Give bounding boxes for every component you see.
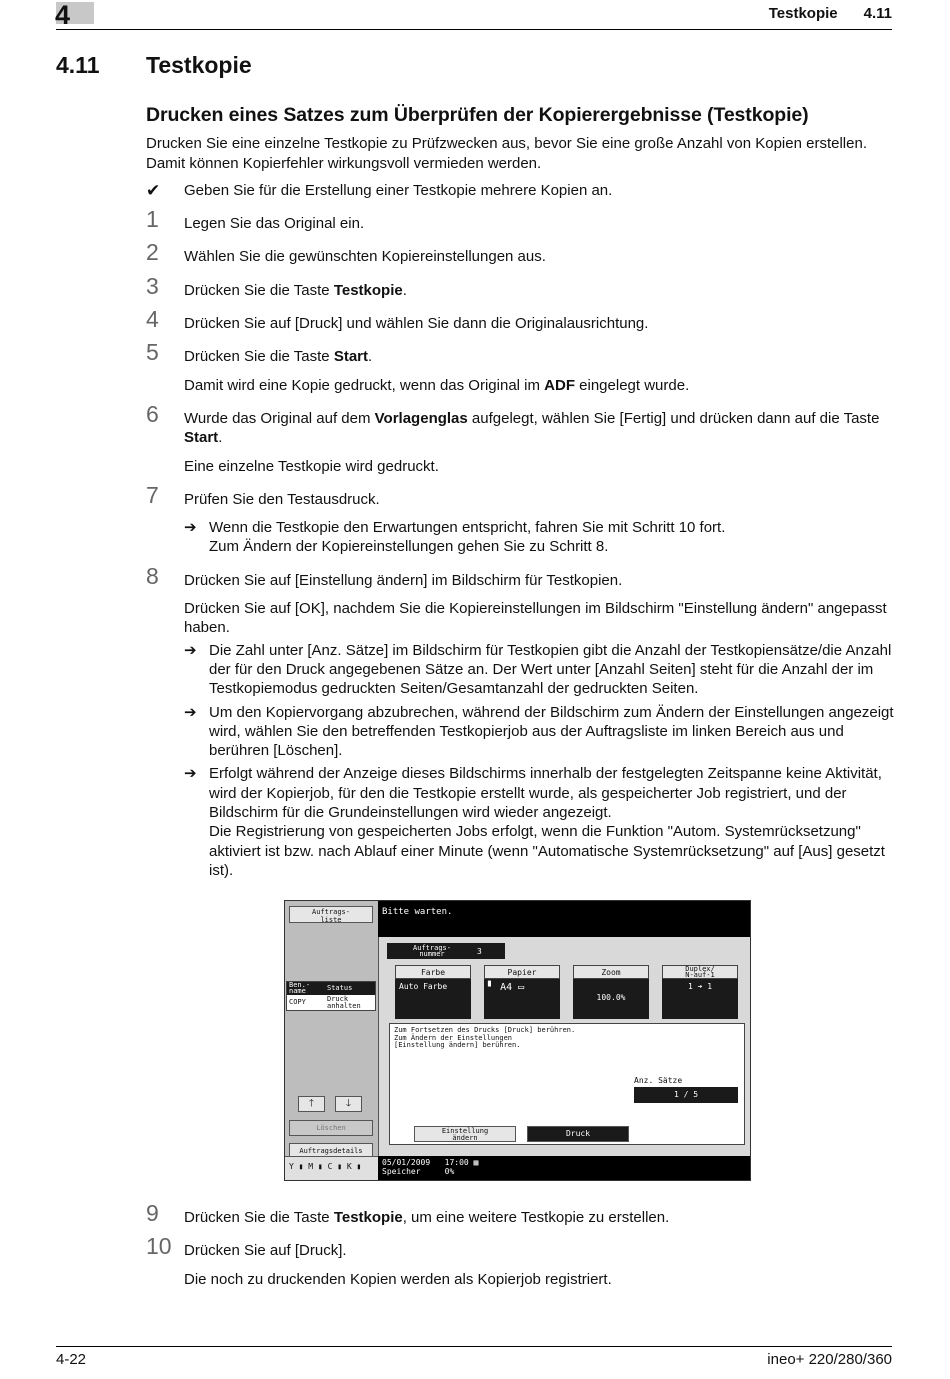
step-text: Drücken Sie die Taste [184,281,334,299]
sets-label: Anz. Sätze [634,1076,683,1085]
step-text: Wurde das Original auf dem [184,409,375,427]
step-text: Legen Sie das Original ein. [184,215,365,233]
job-list-header [287,982,375,995]
arrow-icon: ➔ [184,703,197,721]
job-list-button[interactable]: Auftrags- liste [289,906,373,923]
hint-text-2: Die Registrierung von gespeicherten Jobs erfolgt, wenn die Funktion "Autom. Systemrücksetzung" aktiviert ist bzw. nach Ablauf einer Minute (wenn "Automatische Systemrücksetzung" auf [Aus] gesetzt ist). [209,823,885,879]
arrow-up-icon: 🡑 [308,1098,315,1109]
arrow-icon: ➔ [184,765,197,783]
step-10 [146,1233,896,1260]
page-number: 4-22 [56,1351,87,1368]
section-title [56,52,252,79]
datetime [382,1158,746,1167]
check-text: Geben Sie für die Erstellung einer Testkopie mehrere Kopien an. [184,181,613,199]
setting-zoom [573,965,649,1019]
section-name: Testkopie [146,52,252,78]
step-3 [146,272,896,300]
key-name-start: Start [184,429,219,447]
step-number: 10 [146,1233,172,1260]
setting-label: Zoom [573,965,649,979]
memory-label: Speicher [382,1167,421,1176]
chapter-number: 4 [55,0,71,30]
change-settings-button[interactable]: Einstellung ändern [414,1126,516,1142]
step-number: 6 [146,400,159,427]
setting-label: Papier [484,965,560,979]
key-name: Testkopie [333,1209,403,1226]
network-icon: ▦ [473,1158,479,1167]
screen-status-bar [378,1156,750,1180]
setting-label: Duplex/ N-auf-1 [662,965,738,979]
step-text-mid: aufgelegt, wählen Sie [Fertig] und drücken dann auf die Taste [467,409,880,427]
date: 05/01/2009 [382,1158,431,1167]
intro-paragraph: Drucken Sie eine einzelne Testkopie zu Prüfzwecken aus, bevor Sie eine große Anzahl von Kopien erstellen. Damit können Kopierfehler wirkungsvoll vermieden werden. [146,135,867,172]
step-number: 9 [146,1200,159,1226]
setting-color [395,965,471,1019]
toner-k: K [346,1162,352,1171]
step-text: Wählen Sie die gewünschten Kopiereinstellungen aus. [184,248,546,266]
copier-screen-figure [284,900,751,1181]
scroll-down-button[interactable] [335,1096,362,1112]
toner-c: C [327,1162,333,1171]
arrow-icon: ➔ [184,641,197,659]
step-text: Drücken Sie die Taste [184,1209,334,1226]
scroll-up-button[interactable] [298,1096,325,1112]
main-content [146,106,896,884]
screen-message-bar [378,901,750,937]
step-number: 8 [146,562,159,589]
step-6 [146,400,896,448]
setting-label: Farbe [395,965,471,979]
setting-value: Auto Farbe [395,979,471,1019]
step-2 [146,239,896,266]
running-section: 4.11 [863,5,892,22]
step-4 [146,306,896,333]
job-number-value: 3 [477,946,482,956]
hint-text: Um den Kopiervorgang abzubrechen, während der Bildschirm zum Ändern der Einstellungen angezeigt wird, wählen Sie den betreffenden Testkopierjob aus der Auftragsliste im linken Bereich aus und berühren [Löschen]. [209,703,894,760]
job-status: Druck anhalten [327,995,361,1010]
step-5 [146,339,896,366]
step-text-end: . [402,281,407,299]
toner-indicator: Y ▮ M ▮ C ▮ K ▮ [285,1156,378,1180]
sets-value: 1 / 5 [634,1087,738,1103]
setting-value [484,979,560,1019]
step-text: Prüfen Sie den Testausdruck. [184,490,380,508]
step-number: 7 [146,481,159,508]
step-8 [146,562,896,590]
step-text: Drücken Sie auf [Druck] und wählen Sie dann die Originalausrichtung. [184,315,649,333]
checkmark-icon: ✔ [146,180,161,200]
note-text: Damit wird eine Kopie gedruckt, wenn das Original im [184,376,545,394]
col-status: Status [327,984,353,992]
screen-main-area [378,937,750,1156]
footer-rule [56,1346,892,1347]
col-name: Ben.- name [289,981,311,995]
section-number: 4.11 [56,52,100,78]
step-number: 5 [146,339,159,366]
step-7 [146,481,896,509]
setting-paper [484,965,560,1019]
hint-text: Erfolgt während der Anzeige dieses Bildschirms innerhalb der festgelegten Zeitspanne keine Aktivität, wird der Kopierjob, für den die Testkopie erstellt wurde, als gespeicherter Job registriert, und der Bildschirm für die Grundeinstellungen wird wieder angezeigt. [209,765,882,822]
step-8-hint-1 [146,641,896,699]
toner-y: Y [289,1162,294,1171]
subheading: Drucken eines Satzes zum Überprüfen der Kopierergebnisse (Testkopie) [146,104,809,126]
step-7-hint [146,518,896,557]
delete-button[interactable]: Löschen [289,1120,373,1136]
final-steps [146,1200,896,1303]
step-text-end: . [368,348,373,366]
running-title: Testkopie [768,5,838,22]
step-text: Drücken Sie auf [Druck]. [184,1242,347,1260]
key-name: ADF [544,376,575,394]
step-1 [146,206,896,233]
job-list-table [286,981,376,1011]
header-rule [56,29,892,30]
toner-m: M [308,1162,314,1171]
running-header [743,5,892,22]
hint-text: Die Zahl unter [Anz. Sätze] im Bildschirm für Testkopien gibt die Anzahl der Testkopiensätze/die Anzahl der für den Druck angegebenen Sätze an. Der Wert unter [Anzahl Seiten] steht für die Anzahl der im Testkopiemodus gedruckten Seiten/Gesamtanzahl der gedruckten Seiten. [209,641,892,698]
step-8-note: Drücken Sie auf [OK], nachdem Sie die Kopiereinstellungen im Bildschirm "Einstellung ändern" angepasst haben. [184,600,887,637]
step-8-hint-3 [146,764,896,880]
key-name: Start [333,348,368,366]
step-text-end: , um eine weitere Testkopie zu erstellen. [402,1209,670,1226]
step-text: Drücken Sie die Taste [184,348,334,366]
step-number: 3 [146,272,159,299]
orientation-icon: ▭ [518,982,525,993]
job-number-label: Auftrags- nummer [413,944,451,958]
product-model: ineo+ 220/280/360 [767,1351,892,1368]
job-name: COPY [289,998,306,1006]
check-item [146,181,896,200]
arrow-down-icon: 🡓 [345,1098,352,1109]
step-text-end: . [218,429,223,447]
note-text-end: eingelegt wurde. [575,376,690,394]
key-name: Testkopie [333,281,403,299]
step-5-note [146,376,896,395]
hint-text-2: Zum Ändern der Kopiereinstellungen gehen Sie zu Schritt 8. [209,538,609,556]
step-number: 2 [146,239,159,266]
setting-duplex [662,965,738,1019]
job-number-box [387,943,505,959]
time: 17:00 [444,1158,469,1167]
memory [382,1167,746,1176]
setting-value: 1 ➔ 1 [662,979,738,1019]
step-6-note: Eine einzelne Testkopie wird gedruckt. [184,457,439,475]
status-message: Bitte warten. [382,907,453,917]
step-10-note: Die noch zu druckenden Kopien werden als Kopierjob registriert. [184,1270,612,1288]
job-list-row[interactable] [287,995,375,1010]
arrow-icon: ➔ [184,519,197,537]
step-8-hint-2 [146,703,896,761]
hint-text: Wenn die Testkopie den Erwartungen entspricht, fahren Sie mit Schritt 10 fort. [209,519,726,537]
setting-value: 100.0% [573,979,649,1019]
screen-left-panel [285,901,378,1156]
paper-size: A4 [500,982,513,993]
paper-tray-icon: ▘ [488,982,495,993]
instruction-box [389,1023,745,1145]
step-text: Drücken Sie auf [Einstellung ändern] im Bildschirm für Testkopien. [184,571,623,589]
job-details-button[interactable]: Auftragsdetails [289,1143,373,1159]
print-button[interactable]: Druck [527,1126,629,1142]
memory-value: 0% [444,1167,455,1176]
instruction-text: Zum Fortsetzen des Drucks [Druck] berühren. Zum Ändern der Einstellungen [Einstellung ändern] berühren. [394,1026,576,1049]
step-number: 4 [146,306,159,333]
key-name: Vorlagenglas [374,409,468,427]
step-9 [146,1200,896,1227]
step-number: 1 [146,206,159,233]
